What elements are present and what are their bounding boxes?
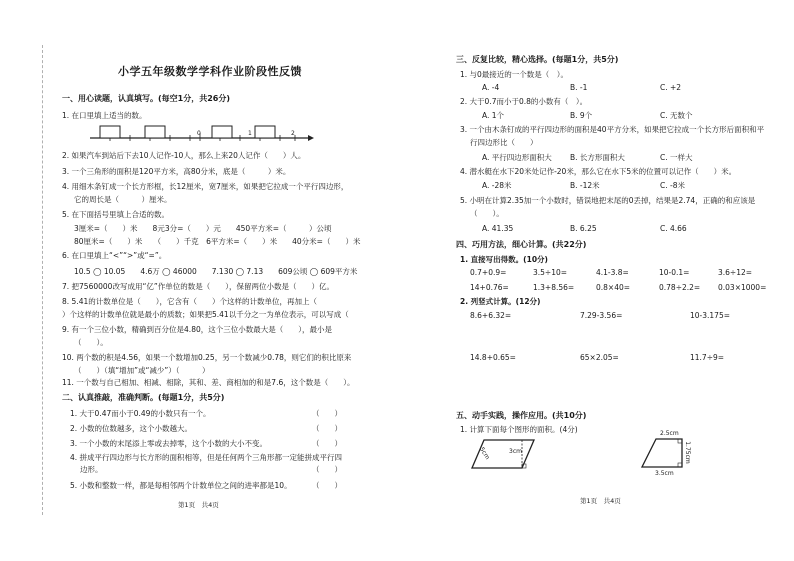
vertical-6[interactable]: 11.7÷9= <box>690 353 725 362</box>
question-10-line-2: （ ）（填“增加”或“减少”）（ ） <box>74 366 210 375</box>
question-11: 11. 一个数与自己相加、相减、相除，其和、差、商相加的和是7.6，这个数是（ ）。 <box>62 378 355 387</box>
blank-box-3[interactable] <box>212 126 232 138</box>
choice-2: 2. 大于0.7而小于0.8的小数有（ ）。 <box>460 97 588 106</box>
calc-r1-4[interactable]: 10-0.1= <box>659 268 690 277</box>
judge-4-line-1: 4. 拼成平行四边形与长方形的面积相等，但是任何两个三角形都一定能拼成平行四 <box>70 453 343 462</box>
judge-1-answer[interactable]: （ ） <box>312 409 342 418</box>
judge-5-answer[interactable]: （ ） <box>312 481 342 490</box>
choice-5-line-2: （ ）。 <box>470 209 504 218</box>
choice-5-option-a[interactable]: A. 41.35 <box>482 224 514 233</box>
section-5-heading: 五、动手实践，操作应用。(共10分) <box>456 411 587 420</box>
question-1: 1. 在口里填上适当的数。 <box>62 111 147 120</box>
judge-3-answer[interactable]: （ ） <box>312 439 342 448</box>
section-2-heading: 二、认真推敲，准确判断。(每题1分，共5分) <box>62 393 225 402</box>
choice-5-option-c[interactable]: C. 4.66 <box>660 224 687 233</box>
choice-1: 1. 与0最接近的一个数是（ ）。 <box>460 70 569 79</box>
choice-3-line-1: 3. 一个由木条钉成的平行四边形的面积是40平方分米，如果把它拉成一个长方形后面积和平 <box>460 125 765 134</box>
question-9-line-1: 9. 有一个三位小数，精确到百分位是4.80，这个三位小数最大是（ ），最小是 <box>62 325 332 334</box>
choice-3-line-2: 行四边形比（ ） <box>470 138 538 147</box>
section-3-heading: 三、反复比较，精心选择。(每题1分，共5分) <box>456 55 619 64</box>
tick-label-1: 1 <box>248 130 252 137</box>
calc-r1-2[interactable]: 3.5÷10= <box>533 268 568 277</box>
section-1-heading: 一、用心读题，认真填写。(每空1分，共26分) <box>62 94 231 103</box>
vertical-2[interactable]: 7.29-3.56= <box>580 311 623 320</box>
question-8-line-2: ）个这样的计数单位就是最小的质数；如果把5.41以千分之一为单位表示，可以写成（ <box>62 310 349 319</box>
tick-label-2: 2 <box>291 130 295 137</box>
judge-4-line-2: 边形。 <box>80 465 103 474</box>
judge-3: 3. 一个小数的末尾添上零或去掉零，这个小数的大小不变。 <box>70 439 268 448</box>
judge-5: 5. 小数和整数一样，都是每相邻两个计数单位之间的进率都是10。 <box>70 481 292 490</box>
blank-box-4[interactable] <box>255 126 275 138</box>
fig1-label-slant: 5cm <box>478 446 491 461</box>
section-4-heading: 四、巧用方法，细心计算。(共22分) <box>456 240 587 249</box>
right-footer: 第1页 共4页 <box>580 497 621 505</box>
question-6: 6. 在口里填上“<”“>”或“=”。 <box>62 251 167 260</box>
question-6-row: 10.5 ◯ 10.05 4.6万 ◯ 46000 7.130 ◯ 7.13 609公顷 ◯ 609平方米 <box>74 267 358 276</box>
blank-box-2[interactable] <box>145 126 165 138</box>
choice-4-option-b[interactable]: B. -12米 <box>570 181 600 190</box>
calc-r2-4[interactable]: 0.78÷2.2= <box>659 283 701 292</box>
choice-2-option-c[interactable]: C. 无数个 <box>660 111 693 120</box>
choice-5-line-1: 5. 小明在计算2.35加一个小数时，错误地把末尾的0丢掉，结果是2.74，正确的和应该是 <box>460 196 756 205</box>
blank-box-1[interactable] <box>100 126 120 138</box>
calc-r2-3[interactable]: 0.8×40= <box>596 283 631 292</box>
page-title: 小学五年级数学学科作业阶段性反馈 <box>118 65 302 78</box>
fig2-label-bottom: 3.5cm <box>655 470 674 477</box>
fig1-label-height: 3cm <box>509 448 522 455</box>
choice-3-option-a[interactable]: A. 平行四边形面积大 <box>482 153 552 162</box>
question-5-row-2: 80厘米=（ ）米 （ ）千克 6平方米=（ ）米 40分米=（ ）米 <box>74 237 361 246</box>
tick-label-0: 0 <box>197 130 201 137</box>
judge-1: 1. 大于0.47而小于0.49的小数只有一个。 <box>70 409 211 418</box>
question-2: 2. 如果汽车到站后下去10人记作-10人，那么上来20人记作（ ）人。 <box>62 151 306 160</box>
question-4-line-1: 4. 用细木条钉成一个长方形框，长12厘米，宽7厘米，如果把它拉成一个平行四边形， <box>62 182 349 191</box>
choice-4-option-a[interactable]: A. -28米 <box>482 181 512 190</box>
calc-r1-3[interactable]: 4.1-3.8= <box>596 268 629 277</box>
question-4-line-2: 它的周长是（ ）厘米。 <box>74 195 172 204</box>
choice-5-option-b[interactable]: B. 6.25 <box>570 224 597 233</box>
question-7: 7. 把7560000改写成用“亿”作单位的数是（ ），保留两位小数是（ ）亿。 <box>62 282 334 291</box>
judge-2: 2. 小数的位数越多，这个小数越大。 <box>70 424 193 433</box>
calc-r1-1[interactable]: 0.7+0.9= <box>470 268 507 277</box>
question-10-line-1: 10. 两个数的积是4.56，如果一个数增加0.25，另一个数减少0.78，则它们的积比原来 <box>62 353 352 362</box>
question-3: 3. 一个三角形的面积是120平方米，高80分米，底是（ ）米。 <box>62 167 291 176</box>
left-footer: 第1页 共4页 <box>178 501 219 509</box>
vertical-1[interactable]: 8.6+6.32= <box>470 311 512 320</box>
fig2-label-top: 2.5cm <box>660 430 679 437</box>
choice-3-option-c[interactable]: C. 一样大 <box>660 153 693 162</box>
binding-margin <box>24 45 43 515</box>
choice-4: 4. 潜水艇在水下20米处记作-20米，那么它在水下5米的位置可以记作（ ）米。 <box>460 167 737 176</box>
subsection-1: 1. 直接写出得数。(10分) <box>460 255 548 264</box>
calc-r2-1[interactable]: 14+0.76= <box>470 283 509 292</box>
question-9-line-2: （ ）。 <box>74 338 108 347</box>
choice-2-option-a[interactable]: A. 1个 <box>482 111 505 120</box>
practice-1: 1. 计算下面每个图形的面积。(4分) <box>460 425 578 434</box>
choice-4-option-c[interactable]: C. -8米 <box>660 181 685 190</box>
calc-r2-2[interactable]: 1.3+8.56= <box>533 283 575 292</box>
fig2-label-side: 1.75cm <box>683 441 691 464</box>
calc-r1-5[interactable]: 3.6÷12= <box>718 268 753 277</box>
judge-4-answer[interactable]: （ ） <box>312 465 342 474</box>
number-line <box>90 124 315 150</box>
vertical-3[interactable]: 10-3.175= <box>690 311 731 320</box>
subsection-2: 2. 列竖式计算。(12分) <box>460 297 541 306</box>
question-5-row-1: 3厘米=（ ）米 8元3分=（ ）元 450平方米=（ ）公顷 <box>74 224 332 233</box>
calc-r2-5[interactable]: 0.03×1000= <box>718 283 767 292</box>
question-8-line-1: 8. 5.41的计数单位是（ ），它含有（ ）个这样的计数单位，再加上（ <box>62 297 317 306</box>
vertical-5[interactable]: 65×2.05= <box>580 353 619 362</box>
judge-2-answer[interactable]: （ ） <box>312 424 342 433</box>
vertical-4[interactable]: 14.8+0.65= <box>470 353 516 362</box>
choice-1-option-a[interactable]: A. -4 <box>482 83 500 92</box>
choice-1-option-b[interactable]: B. -1 <box>570 83 588 92</box>
choice-3-option-b[interactable]: B. 长方形面积大 <box>570 153 625 162</box>
question-5: 5. 在下面括号里填上合适的数。 <box>62 210 170 219</box>
choice-2-option-b[interactable]: B. 9个 <box>570 111 593 120</box>
choice-1-option-c[interactable]: C. +2 <box>660 83 682 92</box>
